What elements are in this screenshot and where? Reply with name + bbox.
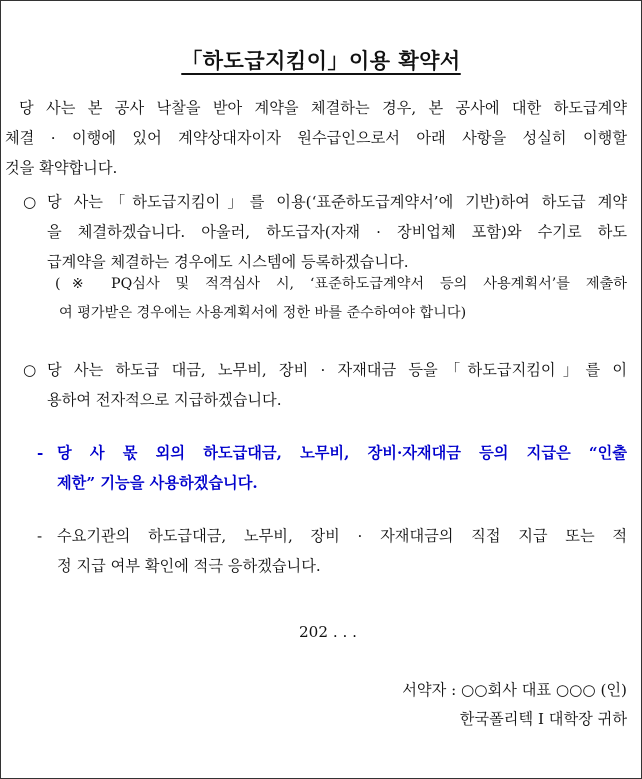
- item-1-line-1: 당 사는「하도급지킴이」를 이용(‘표준하도급계약서’에 기반)하여 하도급 계약: [47, 193, 627, 211]
- circle-bullet-icon: ○: [23, 361, 37, 379]
- intro-line-3: 것을 확약합니다.: [5, 159, 118, 177]
- dash-bullet-icon: -: [37, 444, 44, 462]
- circle-bullet-icon: ○: [23, 193, 37, 211]
- note-line-1: (※ PQ심사 및 적격심사 시, ‘표준하도급계약서 등의 사용계획서’를 제출하: [55, 276, 627, 292]
- document-title-text: 「하도급지킴이」이용 확약서: [181, 48, 461, 73]
- sub-item-2-line-2: 정 지급 여부 확인에 적극 응하겠습니다.: [57, 557, 321, 575]
- intro-line-2: 체결 · 이행에 있어 계약상대자이자 원수급인으로서 아래 사항을 성실히 이행할: [5, 129, 627, 147]
- item-1-line-3: 급계약을 체결하는 경우에도 시스템에 등록하겠습니다.: [47, 253, 409, 271]
- document-title: [1, 45, 641, 75]
- dash-bullet-icon: -: [37, 527, 43, 545]
- item-2-line-1: 당 사는 하도급 대금, 노무비, 장비 · 자재대금 등을「하도급지킴이」를 이: [47, 361, 627, 379]
- sub-item-2-line-1: 수요기관의 하도급대금, 노무비, 장비 · 자재대금의 직접 지급 또는 적: [57, 527, 627, 545]
- item-1-line-2: 을 체결하겠습니다. 아울러, 하도급자(자재 · 장비업체 포함)와 수기로 하도: [47, 223, 627, 241]
- list-item-use-system: [23, 187, 627, 277]
- sub-item-1-line-2: 제한” 기능을 사용하겠습니다.: [57, 474, 258, 492]
- pq-note: [55, 270, 627, 328]
- intro-paragraph: [5, 93, 627, 183]
- intro-line-1: 당 사는 본 공사 낙찰을 받아 계약을 체결하는 경우, 본 공사에 대한 하도급계약: [19, 99, 627, 117]
- sub-item-1-line-1: 당 사 몫 외의 하도급대금, 노무비, 장비·자재대금 등의 지급은 “인출: [57, 444, 627, 462]
- sub-item-withdrawal-limit: [37, 438, 627, 498]
- date-line: 202 . . .: [299, 623, 357, 641]
- signature-line: 서약자 : ○○회사 대표 ○○○ (인): [402, 681, 627, 699]
- recipient-line: 한국폴리텍 I 대학장 귀하: [459, 710, 627, 728]
- list-item-electronic-payment: [23, 355, 627, 415]
- note-line-2: 여 평가받은 경우에는 사용계획서에 정한 바를 준수하여야 합니다): [59, 305, 467, 321]
- sub-item-direct-payment: [37, 521, 627, 581]
- item-2-line-2: 용하여 전자적으로 지급하겠습니다.: [47, 391, 282, 409]
